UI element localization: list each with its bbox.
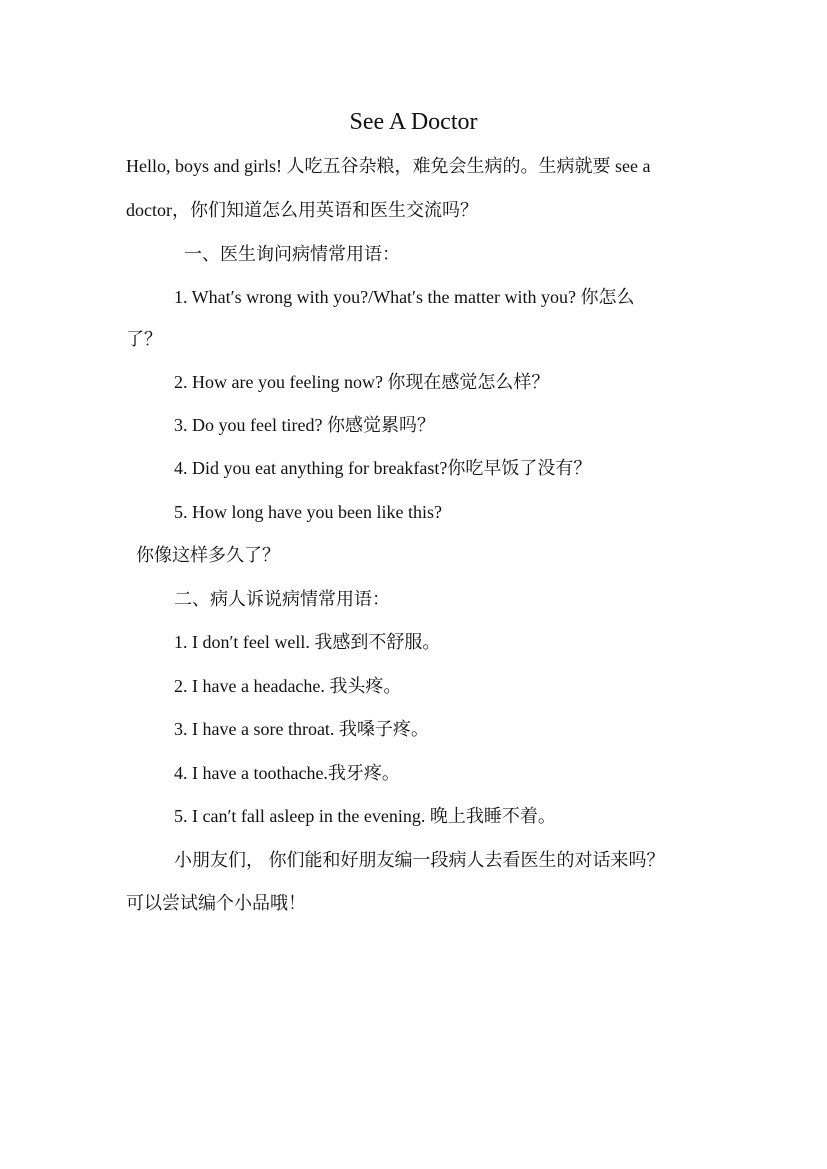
- document-title: See A Doctor: [349, 109, 478, 135]
- section1-item-5: 5. How long have you been like this?: [174, 502, 442, 522]
- closing-line-2: 可以尝试编个小品哦！: [126, 893, 306, 913]
- section1-item-5-translation: 你像这样多久了？: [136, 545, 280, 565]
- section1-heading: 一、医生询问病情常用语：: [184, 244, 400, 264]
- section2-item-2: 2. I have a headache. 我头疼。: [174, 676, 402, 696]
- section1-item-2: 2. How are you feeling now? 你现在感觉怎么样？: [174, 372, 550, 392]
- section2-item-1: 1. I don′t feel well. 我感到不舒服。: [174, 632, 441, 652]
- section1-item-1: 1. What′s wrong with you?/What′s the matter with you? 你怎么: [174, 287, 635, 307]
- section2-heading: 二、病人诉说病情常用语：: [174, 589, 390, 609]
- section1-item-3: 3. Do you feel tired? 你感觉累吗？: [174, 415, 435, 435]
- section2-item-4: 4. I have a toothache.我牙疼。: [174, 763, 400, 783]
- closing-line-1: 小朋友们， 你们能和好朋友编一段病人去看医生的对话来吗？: [174, 850, 665, 870]
- section1-item-4: 4. Did you eat anything for breakfast?你吃早饭了没有？: [174, 458, 592, 478]
- intro-line-1: Hello, boys and girls! 人吃五谷杂粮，难免会生病的。生病就要 see a: [126, 156, 651, 176]
- section2-item-3: 3. I have a sore throat. 我嗓子疼。: [174, 719, 429, 739]
- section1-item-1-continued: 了？: [126, 329, 162, 349]
- section2-item-5: 5. I can′t fall asleep in the evening. 晚上我睡不着。: [174, 806, 556, 826]
- intro-line-2: doctor，你们知道怎么用英语和医生交流吗？: [126, 200, 478, 220]
